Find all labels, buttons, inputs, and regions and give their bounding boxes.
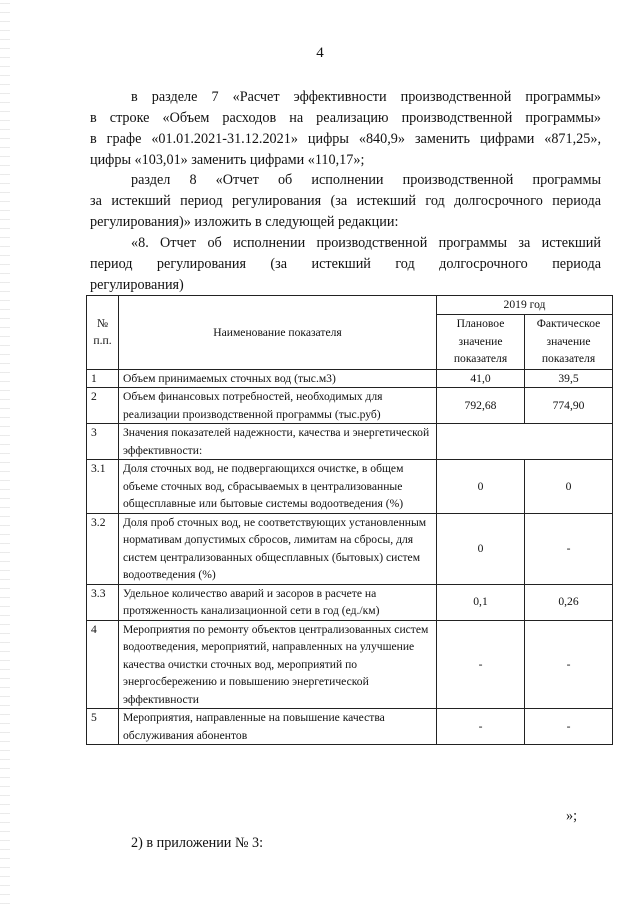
row-fact: 774,90 (525, 388, 613, 424)
row-no: 2 (87, 388, 119, 424)
row-name: Объем финансовых потребностей, необходимых для реализации производственной программы (тыс.руб) (119, 388, 437, 424)
row-plan: 41,0 (437, 369, 525, 388)
header-plan-value: Плановое значение показателя (437, 314, 525, 369)
table-row (87, 709, 613, 745)
paragraph-2-line-2: за истекший период регулирования (за истекший год долгосрочного периода (90, 193, 601, 209)
table-header-row-1 (87, 296, 613, 315)
row-fact: 39,5 (525, 369, 613, 388)
paragraph-1-line-2: в строке «Объем расходов на реализацию производственной программы» (90, 110, 601, 126)
row-name: Значения показателей надежности, качества и энергетической эффективности: (119, 424, 437, 460)
table-row (87, 513, 613, 584)
row-name: Доля сточных вод, не подвергающихся очистке, в общем объеме сточных вод, сбрасываемых в централизованные общесплавные или бытовые системы водоотведения (%) (119, 460, 437, 514)
row-fact: - (525, 513, 613, 584)
row-fact: 0,26 (525, 584, 613, 620)
row-no: 3.1 (87, 460, 119, 514)
row-no: 4 (87, 620, 119, 709)
paragraph-2-line-1: раздел 8 «Отчет об исполнении производственной программы (131, 172, 601, 188)
appendix-item: 2) в приложении № 3: (131, 835, 264, 851)
row-name: Доля проб сточных вод, не соответствующих установленным нормативам допустимых сбросов, лимитам на сбросы, для систем централизованных общесплавных (бытовых) систем водоотведения (%) (119, 513, 437, 584)
row-fact: 0 (525, 460, 613, 514)
row-no: 3 (87, 424, 119, 460)
row-fact: - (525, 620, 613, 709)
row-name: Мероприятия по ремонту объектов централизованных систем водоотведения, мероприятий, направленных на улучшение качества очистки сточных вод, мероприятий по энергосбережению и повышению энергетической эффективности (119, 620, 437, 709)
paragraph-1-line-4: цифры «103,01» заменить цифрами «110,17»; (90, 152, 365, 168)
row-plan: 792,68 (437, 388, 525, 424)
row-plan: 0 (437, 513, 525, 584)
table-row (87, 460, 613, 514)
closing-quote: »; (566, 808, 578, 824)
row-empty-values (437, 424, 613, 460)
row-name: Объем принимаемых сточных вод (тыс.м3) (119, 369, 437, 388)
header-year: 2019 год (437, 296, 613, 315)
row-no: 1 (87, 369, 119, 388)
paragraph-3-line-2: период регулирования (за истекший год долгосрочного периода (90, 256, 601, 272)
row-name: Удельное количество аварий и засоров в расчете на протяженность канализационной сети в год (ед./км) (119, 584, 437, 620)
row-no: 5 (87, 709, 119, 745)
header-fact-value: Фактическое значение показателя (525, 314, 613, 369)
paragraph-1-line-1: в разделе 7 «Расчет эффективности производственной программы» (131, 89, 601, 105)
production-program-report-table (86, 295, 613, 745)
row-no: 3.2 (87, 513, 119, 584)
paragraph-3-line-1: «8. Отчет об исполнении производственной программы за истекший (131, 235, 601, 251)
table-row (87, 369, 613, 388)
table-row (87, 620, 613, 709)
table-row (87, 388, 613, 424)
row-fact: - (525, 709, 613, 745)
row-plan: 0 (437, 460, 525, 514)
header-indicator-name: Наименование показателя (119, 296, 437, 370)
row-plan: - (437, 709, 525, 745)
paragraph-3-line-3: регулирования) (90, 277, 184, 293)
page-number: 4 (316, 45, 324, 61)
row-plan: - (437, 620, 525, 709)
row-plan: 0,1 (437, 584, 525, 620)
row-no: 3.3 (87, 584, 119, 620)
paragraph-2-line-3: регулирования)» изложить в следующей редакции: (90, 214, 399, 230)
table-row (87, 424, 613, 460)
page-edge-scan-mark (0, 0, 10, 905)
header-no: № п.п. (87, 296, 119, 370)
paragraph-1-line-3: в графе «01.01.2021-31.12.2021» цифры «840,9» заменить цифрами «871,25», (90, 131, 601, 147)
row-name: Мероприятия, направленные на повышение качества обслуживания абонентов (119, 709, 437, 745)
table-row (87, 584, 613, 620)
